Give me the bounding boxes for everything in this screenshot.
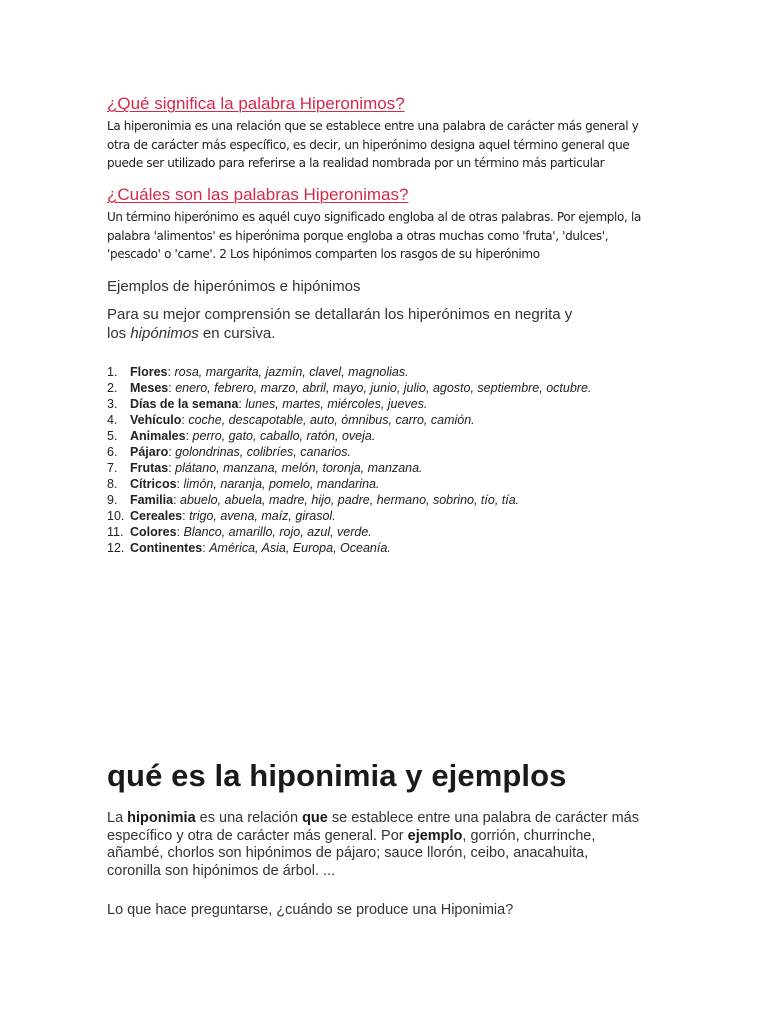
example-item: 7. Frutas: plátano, manzana, melón, toronja, manzana. [107, 461, 423, 475]
hyperonym: Cereales [130, 509, 183, 523]
item-number: 9. [107, 493, 118, 507]
hyperonym: Continentes [130, 541, 203, 555]
bold-term: hiponimia [127, 810, 196, 826]
item-number: 6. [107, 445, 118, 459]
intro-line: Para su mejor comprensión se detallarán los hiperónimos en negrita y [107, 306, 573, 323]
question-heading-words[interactable]: ¿Cuáles son las palabras Hiperonimas? [107, 185, 409, 204]
examples-intro [107, 305, 572, 343]
hyponyms: Blanco, amarillo, rojo, azul, verde. [183, 525, 372, 539]
example-item: 5. Animales: perro, gato, caballo, ratón, oveja. [107, 429, 376, 443]
example-item: 8. Cítricos: limón, naranja, pomelo, mandarina. [107, 477, 380, 491]
item-number: 5. [107, 429, 118, 443]
text-run: , gorrión, churrinche, [462, 827, 596, 844]
hyperonym: Colores [130, 525, 177, 539]
closing-question: Lo que hace preguntarse, ¿cuándo se produce una Hiponimia? [107, 902, 514, 918]
paragraph-line [107, 810, 639, 828]
answer-line: puede ser utilizado para referirse a la realidad nombrada por un término más particular [107, 156, 605, 170]
answer-paragraph-meaning [107, 117, 638, 173]
answer-line: La hiperonimia es una relación que se establece entre una palabra de carácter más general y [107, 119, 639, 133]
hyperonym: Vehículo [130, 413, 182, 427]
examples-heading: Ejemplos de hiperónimos e hipónimos [107, 278, 361, 295]
text-run: La [107, 810, 128, 826]
example-item: 9. Familia: abuelo, abuela, madre, hijo, padre, hermano, sobrino, tío, tía. [107, 493, 520, 507]
hiponimia-title: qué es la hiponimia y ejemplos [107, 758, 567, 793]
item-number: 4. [107, 413, 118, 427]
example-item: 6. Pájaro: golondrinas, colibríes, canarios. [107, 445, 351, 459]
answer-line: Un término hiperónimo es aquél cuyo significado engloba al de otras palabras. Por ejemplo, la [107, 210, 641, 224]
hyperonym: Días de la semana [130, 397, 239, 411]
examples-list [107, 364, 591, 556]
example-item: 12. Continentes: América, Asia, Europa, Oceanía. [107, 541, 391, 555]
example-item: 4. Vehículo: coche, descapotable, auto, ómnibus, carro, camión. [107, 413, 475, 427]
hyponyms: trigo, avena, maíz, girasol. [189, 509, 336, 523]
paragraph-line: añambé, chorlos son hipónimos de pájaro; sauce llorón, ceibo, anacahuita, [107, 845, 589, 861]
example-item: 11. Colores: Blanco, amarillo, rojo, azul, verde. [107, 525, 372, 539]
text-run: específico y otra de carácter más general. Por [107, 827, 408, 844]
hiponimia-paragraph [107, 810, 639, 880]
item-number: 10. [107, 509, 125, 523]
paragraph-line: coronilla son hipónimos de árbol. ... [107, 862, 336, 879]
hyponyms: plátano, manzana, melón, toronja, manzana. [175, 461, 423, 475]
hyponyms: golondrinas, colibríes, canarios. [175, 445, 351, 459]
item-number: 7. [107, 461, 118, 475]
answer-line: otra de carácter más específico, es decir, un hiperónimo designa aquel término general que [107, 137, 630, 152]
hyponyms: perro, gato, caballo, ratón, oveja. [192, 429, 376, 443]
hyperonym: Familia [130, 493, 174, 507]
intro-prefix: los [107, 325, 131, 342]
item-number: 3. [107, 397, 118, 411]
paragraph-line [107, 828, 639, 846]
item-number: 2. [107, 381, 118, 395]
hyperonym: Animales [130, 429, 186, 443]
hyperonym: Cítricos [130, 477, 177, 491]
intro-line [107, 324, 572, 343]
intro-italic-word: hipónimos [130, 325, 199, 342]
hyperonym: Pájaro [130, 445, 169, 459]
hyponyms: enero, febrero, marzo, abril, mayo, junio, julio, agosto, septiembre, octubre. [175, 381, 592, 395]
hyperonym: Frutas [130, 461, 169, 475]
example-item: 1. Flores: rosa, margarita, jazmín, clavel, magnolias. [107, 365, 409, 379]
hyponyms: lunes, martes, miércoles, jueves. [245, 397, 428, 411]
answer-paragraph-words [107, 208, 641, 264]
bold-term: que [302, 810, 328, 826]
text-run: se establece entre una palabra de carácter más [327, 810, 639, 826]
text-run: es una relación [195, 810, 303, 826]
hyponyms: rosa, margarita, jazmín, clavel, magnolias. [174, 365, 409, 379]
hyperonym: Flores [130, 365, 168, 379]
hyperonym: Meses [130, 381, 169, 395]
example-item: 10. Cereales: trigo, avena, maíz, girasol. [107, 509, 336, 523]
question-heading-meaning[interactable]: ¿Qué significa la palabra Hiperonimos? [107, 94, 405, 113]
hyponyms: América, Asia, Europa, Oceanía. [209, 541, 391, 555]
item-number: 8. [107, 477, 118, 491]
answer-line: 'pescado' o 'carne'. 2 Los hipónimos comparten los rasgos de su hiperónimo [107, 247, 540, 261]
item-number: 11. [107, 525, 124, 539]
example-item: 3. Días de la semana: lunes, martes, miércoles, jueves. [107, 397, 428, 411]
answer-line: palabra 'alimentos' es hiperónima porque engloba a otras muchas como 'fruta', 'dulces', [107, 228, 609, 243]
hyponyms: coche, descapotable, auto, ómnibus, carro, camión. [188, 413, 475, 427]
example-item: 2. Meses: enero, febrero, marzo, abril, mayo, junio, julio, agosto, septiembre, octubre. [107, 381, 592, 395]
item-number: 1. [107, 365, 118, 379]
intro-suffix: en cursiva. [198, 325, 276, 342]
hyponyms: limón, naranja, pomelo, mandarina. [183, 477, 380, 491]
hyponyms: abuelo, abuela, madre, hijo, padre, hermano, sobrino, tío, tía. [180, 493, 520, 507]
bold-term: ejemplo [407, 827, 463, 844]
item-number: 12. [107, 541, 125, 555]
